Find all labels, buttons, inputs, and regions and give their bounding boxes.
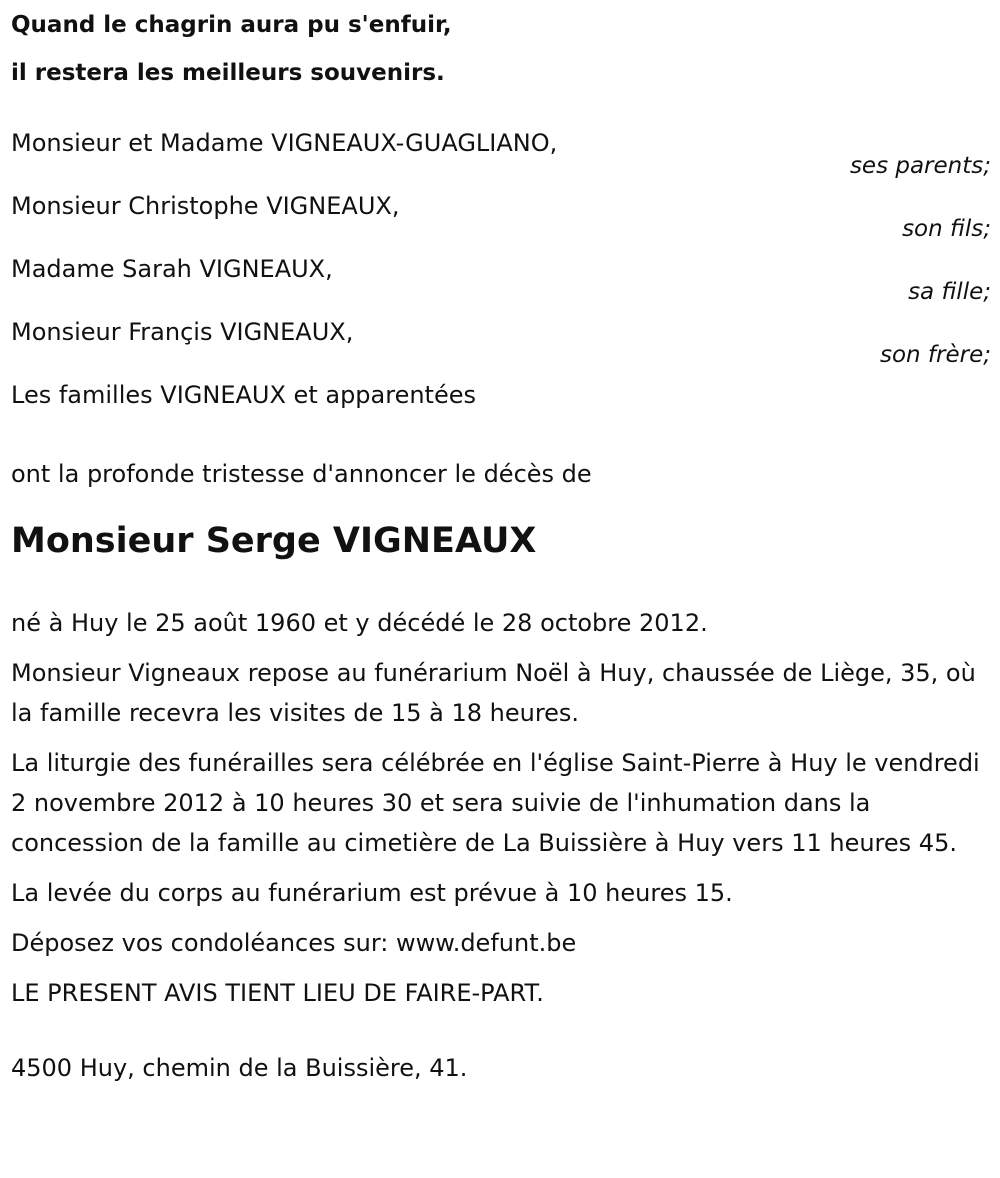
details-section: [11, 603, 991, 1013]
family-member-relation: son frère;: [879, 342, 991, 368]
family-address: 4500 Huy, chemin de la Buissière, 41.: [11, 1054, 468, 1082]
family-member-name: Les familles VIGNEAUX et apparentées: [11, 381, 476, 409]
family-member-relation: ses parents;: [849, 153, 991, 179]
deceased-name: Monsieur Serge VIGNEAUX: [11, 521, 537, 561]
epigraph: [11, 1, 991, 97]
family-member-relation: son fils;: [902, 216, 991, 242]
announcement-text: ont la profonde tristesse d'annoncer le décès de: [11, 460, 592, 488]
obituary-notice: [11, 0, 991, 1083]
family-member-name: Madame Sarah VIGNEAUX,: [11, 255, 333, 283]
family-member: [11, 254, 991, 317]
epigraph-line-1: Quand le chagrin aura pu s'enfuir,: [11, 12, 452, 38]
detail-paragraph: né à Huy le 25 août 1960 et y décédé le 28 octobre 2012.: [11, 609, 708, 637]
family-member-name: Monsieur Christophe VIGNEAUX,: [11, 192, 400, 220]
family-member: [11, 128, 991, 191]
detail-paragraph: LE PRESENT AVIS TIENT LIEU DE FAIRE-PART.: [11, 979, 544, 1007]
detail-paragraph: Monsieur Vigneaux repose au funérarium Noël à Huy, chaussée de Liège, 35, où la famille recevra les visites de 15 à 18 heures.: [11, 659, 976, 727]
family-member: [11, 317, 991, 380]
family-member: [11, 191, 991, 254]
detail-paragraph: La liturgie des funérailles sera célébrée en l'église Saint-Pierre à Huy le vendredi 2 novembre 2012 à 10 heures 30 et sera suivie de l'inhumation dans la concession de la famille au cimetière de La Buissière à Huy vers 11 heures 45.: [11, 749, 980, 857]
family-list: [11, 128, 991, 420]
epigraph-line-2: il restera les meilleurs souvenirs.: [11, 60, 445, 86]
detail-paragraph: Déposez vos condoléances sur: www.defunt.be: [11, 929, 577, 957]
detail-paragraph: La levée du corps au funérarium est prévue à 10 heures 15.: [11, 879, 733, 907]
family-member-relation: sa fille;: [908, 279, 991, 305]
family-member-name: Monsieur et Madame VIGNEAUX-GUAGLIANO,: [11, 129, 558, 157]
family-member-name: Monsieur Françis VIGNEAUX,: [11, 318, 354, 346]
family-member: [11, 380, 991, 420]
